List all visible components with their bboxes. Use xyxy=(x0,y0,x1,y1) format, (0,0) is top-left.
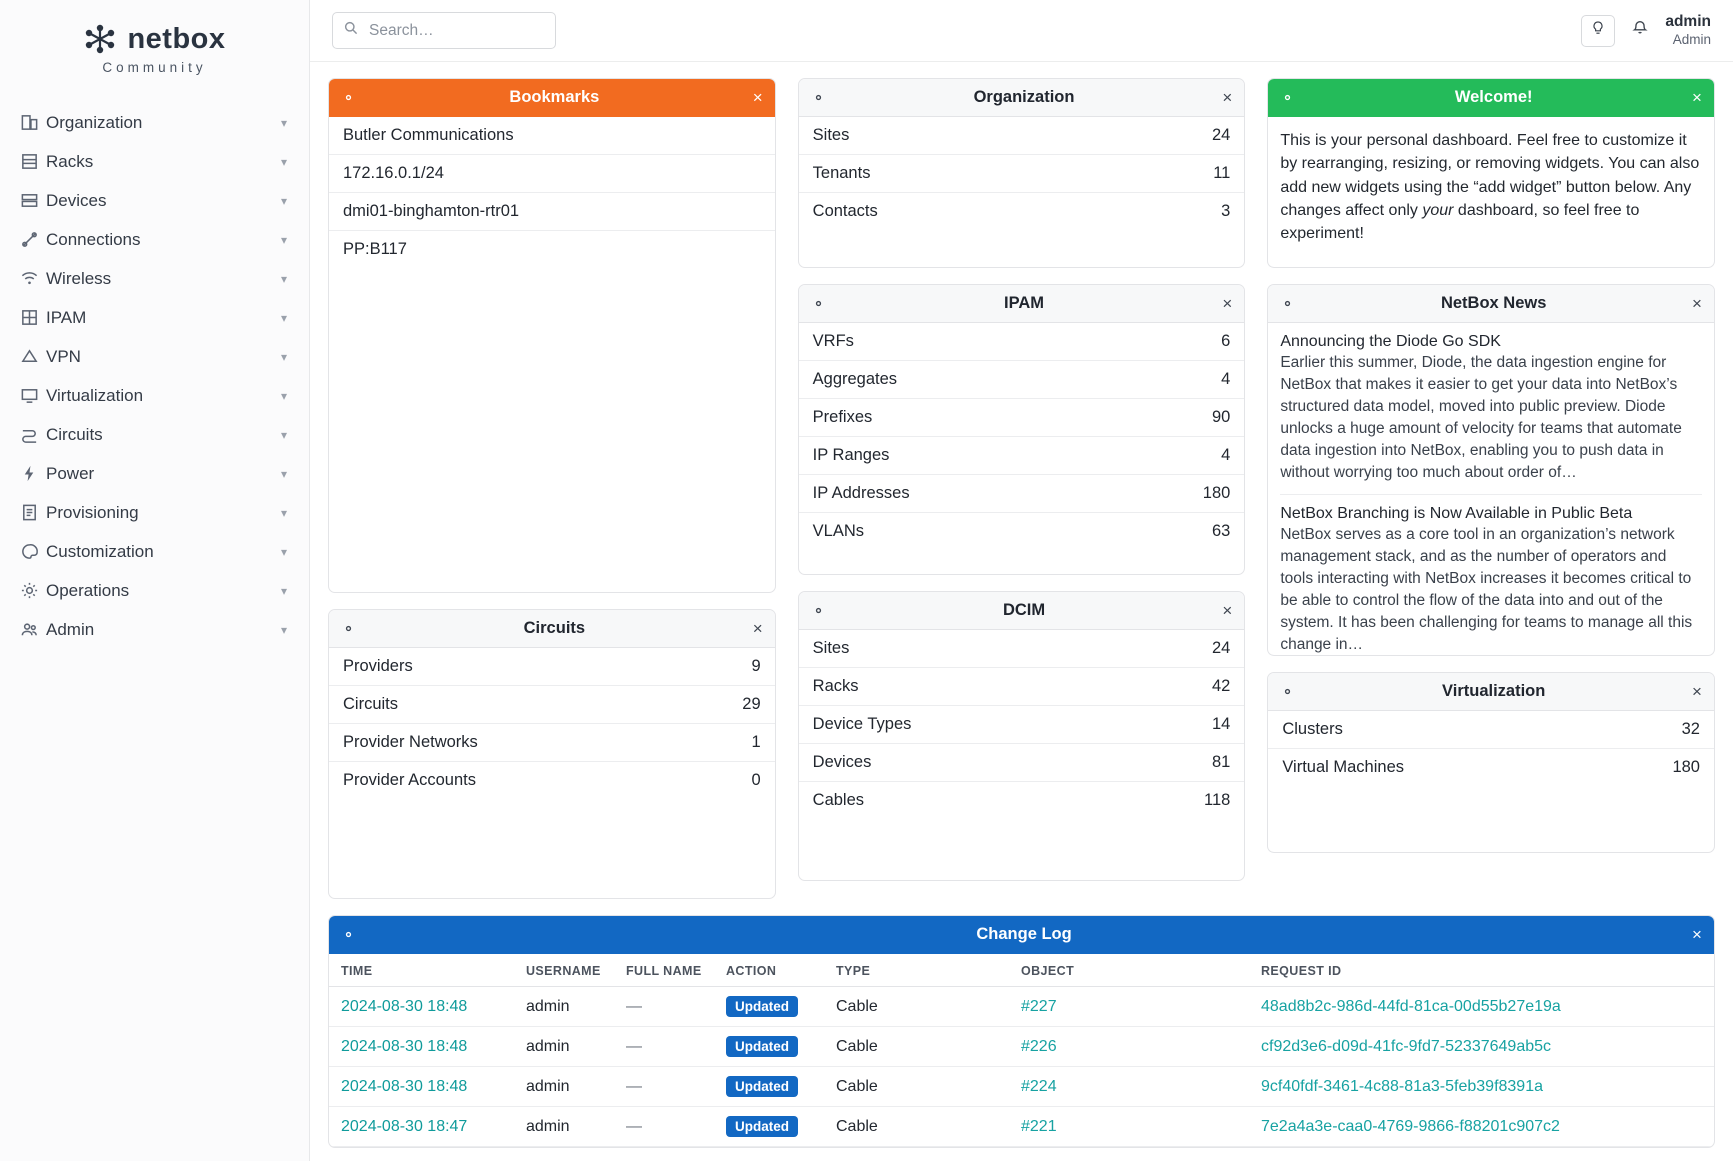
widget-welcome xyxy=(1267,78,1715,268)
sidebar-item-customization[interactable] xyxy=(0,532,309,571)
stat-row[interactable] xyxy=(1268,711,1714,749)
stat-label: Providers xyxy=(343,657,413,675)
sidebar-item-label: Racks xyxy=(46,151,94,171)
theme-toggle-button[interactable] xyxy=(1581,15,1615,47)
dcim-stats xyxy=(799,630,1245,819)
stat-label: Virtual Machines xyxy=(1282,758,1404,776)
sidebar-nav xyxy=(0,103,309,649)
sidebar-item-label: Power xyxy=(46,463,95,483)
brand-subtitle: Community xyxy=(102,60,207,75)
close-icon[interactable]: × xyxy=(1692,294,1702,313)
gear-icon[interactable] xyxy=(341,90,356,105)
stat-label: Prefixes xyxy=(812,408,873,426)
change-type: Cable xyxy=(836,997,878,1015)
bookmarks-list xyxy=(329,117,775,268)
power-icon xyxy=(20,464,46,483)
change-request-id-link[interactable]: 48ad8b2c-986d-44fd-81ca-00d55b27e19a xyxy=(1261,997,1561,1015)
stat-value: 0 xyxy=(751,771,761,789)
chevron-down-icon: ▾ xyxy=(280,388,287,403)
stat-label: Aggregates xyxy=(812,370,898,388)
welcome-text-part2: dashboard, so feel free to experiment! xyxy=(1280,202,1640,243)
sidebar-item-label: Operations xyxy=(46,580,130,600)
dashboard-column-1 xyxy=(328,78,776,899)
gear-icon[interactable] xyxy=(1280,90,1295,105)
list-item[interactable]: PP:B117 xyxy=(343,240,407,258)
brand-name: netbox xyxy=(127,22,226,55)
column-header-type[interactable]: TYPE xyxy=(824,954,1009,987)
table-row[interactable] xyxy=(329,987,1714,1027)
stat-label: Sites xyxy=(812,126,850,144)
stat-value: 24 xyxy=(1211,126,1231,144)
news-excerpt: NetBox serves as a core tool in an organization’s network management stack, and as the number of operators and tools interacting with NetBox increases it becomes critical to be able to control the flow of the data into and out of the system. It has been challenging for teams to manage all this change in… xyxy=(1280,526,1693,653)
table-row[interactable] xyxy=(329,1027,1714,1067)
chevron-down-icon: ▾ xyxy=(280,115,287,130)
chevron-down-icon: ▾ xyxy=(280,232,287,247)
change-full-name: — xyxy=(626,1077,642,1095)
sidebar-item-wireless[interactable] xyxy=(0,259,309,298)
sidebar-item-label: Virtualization xyxy=(46,385,144,405)
top-bar-actions xyxy=(1581,12,1711,48)
stat-row[interactable] xyxy=(329,724,775,762)
change-time-link[interactable]: 2024-08-30 18:48 xyxy=(341,1077,468,1095)
change-time-link[interactable]: 2024-08-30 18:48 xyxy=(341,1037,468,1055)
stat-label: Circuits xyxy=(343,695,399,713)
organization-stats xyxy=(799,117,1245,230)
close-icon[interactable]: × xyxy=(1222,601,1233,620)
change-object-link[interactable]: #227 xyxy=(1021,997,1057,1015)
widget-header xyxy=(799,285,1245,323)
widget-header xyxy=(1268,673,1714,711)
stat-row[interactable] xyxy=(799,437,1245,475)
stat-value: 29 xyxy=(742,695,761,713)
change-username: admin xyxy=(526,1077,570,1095)
search-input[interactable] xyxy=(367,21,571,41)
cog-icon xyxy=(20,581,46,600)
column-header-action[interactable]: ACTION xyxy=(714,954,824,987)
stat-row[interactable] xyxy=(799,323,1245,361)
change-log-table xyxy=(329,954,1714,1147)
widget-dcim xyxy=(798,591,1246,881)
column-header-object[interactable]: OBJECT xyxy=(1009,954,1249,987)
gear-icon[interactable] xyxy=(1280,296,1295,311)
stat-row[interactable] xyxy=(799,193,1245,230)
stat-row[interactable] xyxy=(799,668,1245,706)
change-time-link[interactable]: 2024-08-30 18:48 xyxy=(341,997,468,1015)
sidebar-item-admin[interactable] xyxy=(0,610,309,649)
sidebar-item-label: Organization xyxy=(46,112,143,132)
palette-icon xyxy=(20,542,46,561)
sidebar-item-devices[interactable] xyxy=(0,181,309,220)
widget-title: Change Log xyxy=(976,925,1072,943)
server-icon xyxy=(20,191,46,210)
widget-header xyxy=(1268,79,1714,117)
stat-value: 3 xyxy=(1221,202,1231,220)
monitor-icon xyxy=(20,386,46,405)
stat-row[interactable] xyxy=(1268,749,1714,786)
sidebar-item-label: Connections xyxy=(46,229,141,249)
close-icon[interactable]: × xyxy=(752,88,763,107)
widget-organization xyxy=(798,78,1246,268)
stat-label: Sites xyxy=(812,639,850,657)
stat-label: Tenants xyxy=(812,164,871,182)
widget-header xyxy=(799,592,1245,630)
column-header-full-name[interactable]: FULL NAME xyxy=(614,954,714,987)
gear-icon[interactable] xyxy=(811,296,826,311)
top-bar xyxy=(310,0,1733,62)
grid-icon xyxy=(20,308,46,327)
dashboard xyxy=(310,62,1733,1161)
widget-header xyxy=(329,79,775,117)
rack-icon xyxy=(20,152,46,171)
stat-label: Cables xyxy=(812,791,865,809)
widget-title: Bookmarks xyxy=(509,88,600,106)
column-header-time[interactable]: TIME xyxy=(329,954,514,987)
sidebar-item-racks[interactable] xyxy=(0,142,309,181)
status-badge: Updated xyxy=(726,1076,798,1097)
close-icon[interactable]: × xyxy=(1692,88,1702,107)
chevron-down-icon: ▾ xyxy=(280,622,287,637)
stat-value: 11 xyxy=(1213,164,1231,182)
connection-icon xyxy=(20,230,46,249)
notifications-button[interactable] xyxy=(1631,19,1649,42)
sidebar-item-connections[interactable] xyxy=(0,220,309,259)
stat-value: 42 xyxy=(1211,677,1231,695)
stat-row[interactable] xyxy=(799,744,1245,782)
dashboard-column-3 xyxy=(1267,78,1715,899)
main-area xyxy=(310,0,1733,1161)
stat-row[interactable] xyxy=(799,117,1245,155)
stat-row[interactable] xyxy=(329,686,775,724)
dashboard-column-2 xyxy=(798,78,1246,899)
sidebar-item-circuits[interactable] xyxy=(0,415,309,454)
sidebar xyxy=(0,0,310,1161)
close-icon[interactable]: × xyxy=(1692,682,1702,701)
change-username: admin xyxy=(526,1117,570,1135)
user-name: admin xyxy=(1665,13,1711,31)
gear-icon[interactable] xyxy=(341,621,356,636)
chevron-down-icon: ▾ xyxy=(280,271,287,286)
welcome-text-emphasis: your xyxy=(1422,202,1454,220)
gear-icon[interactable] xyxy=(811,603,826,618)
stat-label: Clusters xyxy=(1282,720,1343,738)
stat-label: VLANs xyxy=(812,522,865,540)
stat-value: 14 xyxy=(1211,715,1231,733)
news-item[interactable] xyxy=(1280,333,1702,495)
change-username: admin xyxy=(526,1037,570,1055)
list-item[interactable]: dmi01-binghamton-rtr01 xyxy=(329,193,775,231)
status-badge: Updated xyxy=(726,1116,798,1137)
sidebar-item-label: Admin xyxy=(46,619,95,639)
stat-value: 180 xyxy=(1672,758,1700,776)
sidebar-item-label: IPAM xyxy=(46,307,87,327)
list-item[interactable]: Butler Communications xyxy=(329,117,775,155)
domain-icon xyxy=(20,113,46,132)
widget-title: DCIM xyxy=(1002,601,1046,619)
chevron-down-icon: ▾ xyxy=(280,310,287,325)
news-item[interactable] xyxy=(1280,505,1702,656)
widget-title: Circuits xyxy=(523,619,586,637)
stat-row[interactable] xyxy=(799,475,1245,513)
change-type: Cable xyxy=(836,1117,878,1135)
stat-row[interactable] xyxy=(799,630,1245,668)
stat-row[interactable] xyxy=(799,361,1245,399)
change-object-link[interactable]: #221 xyxy=(1021,1117,1057,1135)
sidebar-item-virtualization[interactable] xyxy=(0,376,309,415)
news-list xyxy=(1268,323,1714,656)
news-excerpt: Earlier this summer, Diode, the data ingestion engine for NetBox that makes it easier to get your data into NetBox’s structured data model, moved into public preview. Diode unlocks a huge amount of velocity for teams that automate data ingestion into NetBox, enabling you to push data in without worrying too much about order of… xyxy=(1280,354,1682,481)
sidebar-item-power[interactable] xyxy=(0,454,309,493)
change-request-id-link[interactable]: 9cf40fdf-3461-4c88-81a3-5feb39f8391a xyxy=(1261,1077,1543,1095)
widget-title: Organization xyxy=(973,88,1075,106)
stat-row[interactable] xyxy=(799,155,1245,193)
stat-label: Racks xyxy=(812,677,859,695)
widget-virtualization xyxy=(1267,672,1715,853)
sidebar-item-provisioning[interactable] xyxy=(0,493,309,532)
change-time-link[interactable]: 2024-08-30 18:47 xyxy=(341,1117,468,1135)
chevron-down-icon: ▾ xyxy=(280,505,287,520)
netbox-logo-icon xyxy=(83,22,117,56)
widget-header xyxy=(799,79,1245,117)
widget-ipam xyxy=(798,284,1246,575)
welcome-text-part1: This is your personal dashboard. Feel free to customize it by rearranging, resizing, or removing widgets. You can also add new widgets using the “add widget” button below. Any changes affect only xyxy=(1280,132,1700,220)
stat-row[interactable] xyxy=(799,782,1245,819)
stat-label: IP Addresses xyxy=(812,484,910,502)
close-icon[interactable]: × xyxy=(1222,88,1233,107)
column-header-request-id[interactable]: REQUEST ID xyxy=(1249,954,1714,987)
virtualization-stats xyxy=(1268,711,1714,786)
change-full-name: — xyxy=(626,1037,642,1055)
close-icon[interactable]: × xyxy=(1222,294,1233,313)
widget-title: NetBox News xyxy=(1440,294,1547,312)
wifi-icon xyxy=(20,269,46,288)
stat-value: 4 xyxy=(1221,446,1231,464)
sidebar-item-label: Provisioning xyxy=(46,502,139,522)
stat-value: 63 xyxy=(1211,522,1231,540)
change-object-link[interactable]: #226 xyxy=(1021,1037,1057,1055)
widget-title: IPAM xyxy=(1004,294,1045,312)
list-item[interactable]: 172.16.0.1/24 xyxy=(329,155,775,193)
widget-header xyxy=(1268,285,1714,323)
stat-row[interactable] xyxy=(329,648,775,686)
change-full-name: — xyxy=(626,997,642,1015)
circuits-stats xyxy=(329,648,775,799)
gear-icon[interactable] xyxy=(341,927,356,942)
stat-row[interactable] xyxy=(329,762,775,799)
sidebar-item-label: Wireless xyxy=(46,268,112,288)
sidebar-item-label: Circuits xyxy=(46,424,103,444)
users-icon xyxy=(20,620,46,639)
welcome-text xyxy=(1268,117,1714,260)
sidebar-item-label: Devices xyxy=(46,190,107,210)
sidebar-item-operations[interactable] xyxy=(0,571,309,610)
news-title: Announcing the Diode Go SDK xyxy=(1280,333,1501,350)
stat-label: Provider Networks xyxy=(343,733,478,751)
table-row[interactable] xyxy=(329,1067,1714,1107)
stat-value: 4 xyxy=(1221,370,1231,388)
chevron-down-icon: ▾ xyxy=(280,427,287,442)
stat-value: 6 xyxy=(1221,332,1231,350)
change-type: Cable xyxy=(836,1077,878,1095)
chevron-down-icon: ▾ xyxy=(280,544,287,559)
change-username: admin xyxy=(526,997,570,1015)
sidebar-item-ipam[interactable] xyxy=(0,298,309,337)
news-title: NetBox Branching is Now Available in Public Beta xyxy=(1280,505,1633,522)
table-row[interactable] xyxy=(329,1107,1714,1147)
widget-title: Welcome! xyxy=(1454,88,1533,106)
stat-value: 118 xyxy=(1204,791,1231,809)
lightbulb-icon xyxy=(1590,20,1606,41)
close-icon[interactable]: × xyxy=(1692,925,1702,944)
sidebar-item-label: VPN xyxy=(46,346,81,366)
search-icon xyxy=(343,20,359,41)
widget-bookmarks xyxy=(328,78,776,593)
widget-header xyxy=(329,916,1714,954)
stat-value: 90 xyxy=(1211,408,1231,426)
change-type: Cable xyxy=(836,1037,878,1055)
stat-label: IP Ranges xyxy=(812,446,890,464)
chevron-down-icon: ▾ xyxy=(280,349,287,364)
gear-icon[interactable] xyxy=(1280,684,1295,699)
widget-change-log xyxy=(328,915,1715,1148)
brand-logo[interactable] xyxy=(0,8,309,93)
widget-header xyxy=(329,610,775,648)
close-icon[interactable]: × xyxy=(752,619,763,638)
stat-value: 1 xyxy=(751,733,761,751)
chevron-down-icon: ▾ xyxy=(280,193,287,208)
stat-label: VRFs xyxy=(812,332,854,350)
chevron-down-icon: ▾ xyxy=(280,154,287,169)
column-header-username[interactable]: USERNAME xyxy=(514,954,614,987)
stat-value: 81 xyxy=(1211,753,1231,771)
sidebar-item-label: Customization xyxy=(46,541,154,561)
sidebar-item-vpn[interactable] xyxy=(0,337,309,376)
change-object-link[interactable]: #224 xyxy=(1021,1077,1057,1095)
change-full-name: — xyxy=(626,1117,642,1135)
bell-icon xyxy=(1631,19,1649,42)
file-icon xyxy=(20,503,46,522)
change-request-id-link[interactable]: cf92d3e6-d09d-41fc-9fd7-52337649ab5c xyxy=(1261,1037,1552,1055)
user-role: Admin xyxy=(1672,31,1711,47)
widget-netbox-news xyxy=(1267,284,1715,656)
chevron-down-icon: ▾ xyxy=(280,583,287,598)
stat-row[interactable] xyxy=(799,513,1245,550)
status-badge: Updated xyxy=(726,1036,798,1057)
search-box[interactable] xyxy=(332,12,556,49)
vpn-icon xyxy=(20,347,46,366)
widget-title: Virtualization xyxy=(1442,682,1546,700)
user-menu[interactable] xyxy=(1665,12,1711,48)
widget-circuits xyxy=(328,609,776,899)
gear-icon[interactable] xyxy=(811,90,826,105)
change-request-id-link[interactable]: 7e2a4a3e-caa0-4769-9866-f88201c907c2 xyxy=(1261,1117,1560,1135)
stat-value: 32 xyxy=(1681,720,1700,738)
stat-label: Contacts xyxy=(812,202,878,220)
stat-row[interactable] xyxy=(799,399,1245,437)
stat-label: Device Types xyxy=(812,715,912,733)
stat-row[interactable] xyxy=(799,706,1245,744)
status-badge: Updated xyxy=(726,996,798,1017)
chevron-down-icon: ▾ xyxy=(280,466,287,481)
stat-label: Devices xyxy=(812,753,872,771)
stat-value: 24 xyxy=(1211,639,1231,657)
ipam-stats xyxy=(799,323,1245,550)
table-header-row xyxy=(329,954,1714,987)
stat-label: Provider Accounts xyxy=(343,771,476,789)
transit-icon xyxy=(20,425,46,444)
stat-value: 180 xyxy=(1202,484,1231,502)
stat-value: 9 xyxy=(751,657,761,675)
sidebar-item-organization[interactable] xyxy=(0,103,309,142)
